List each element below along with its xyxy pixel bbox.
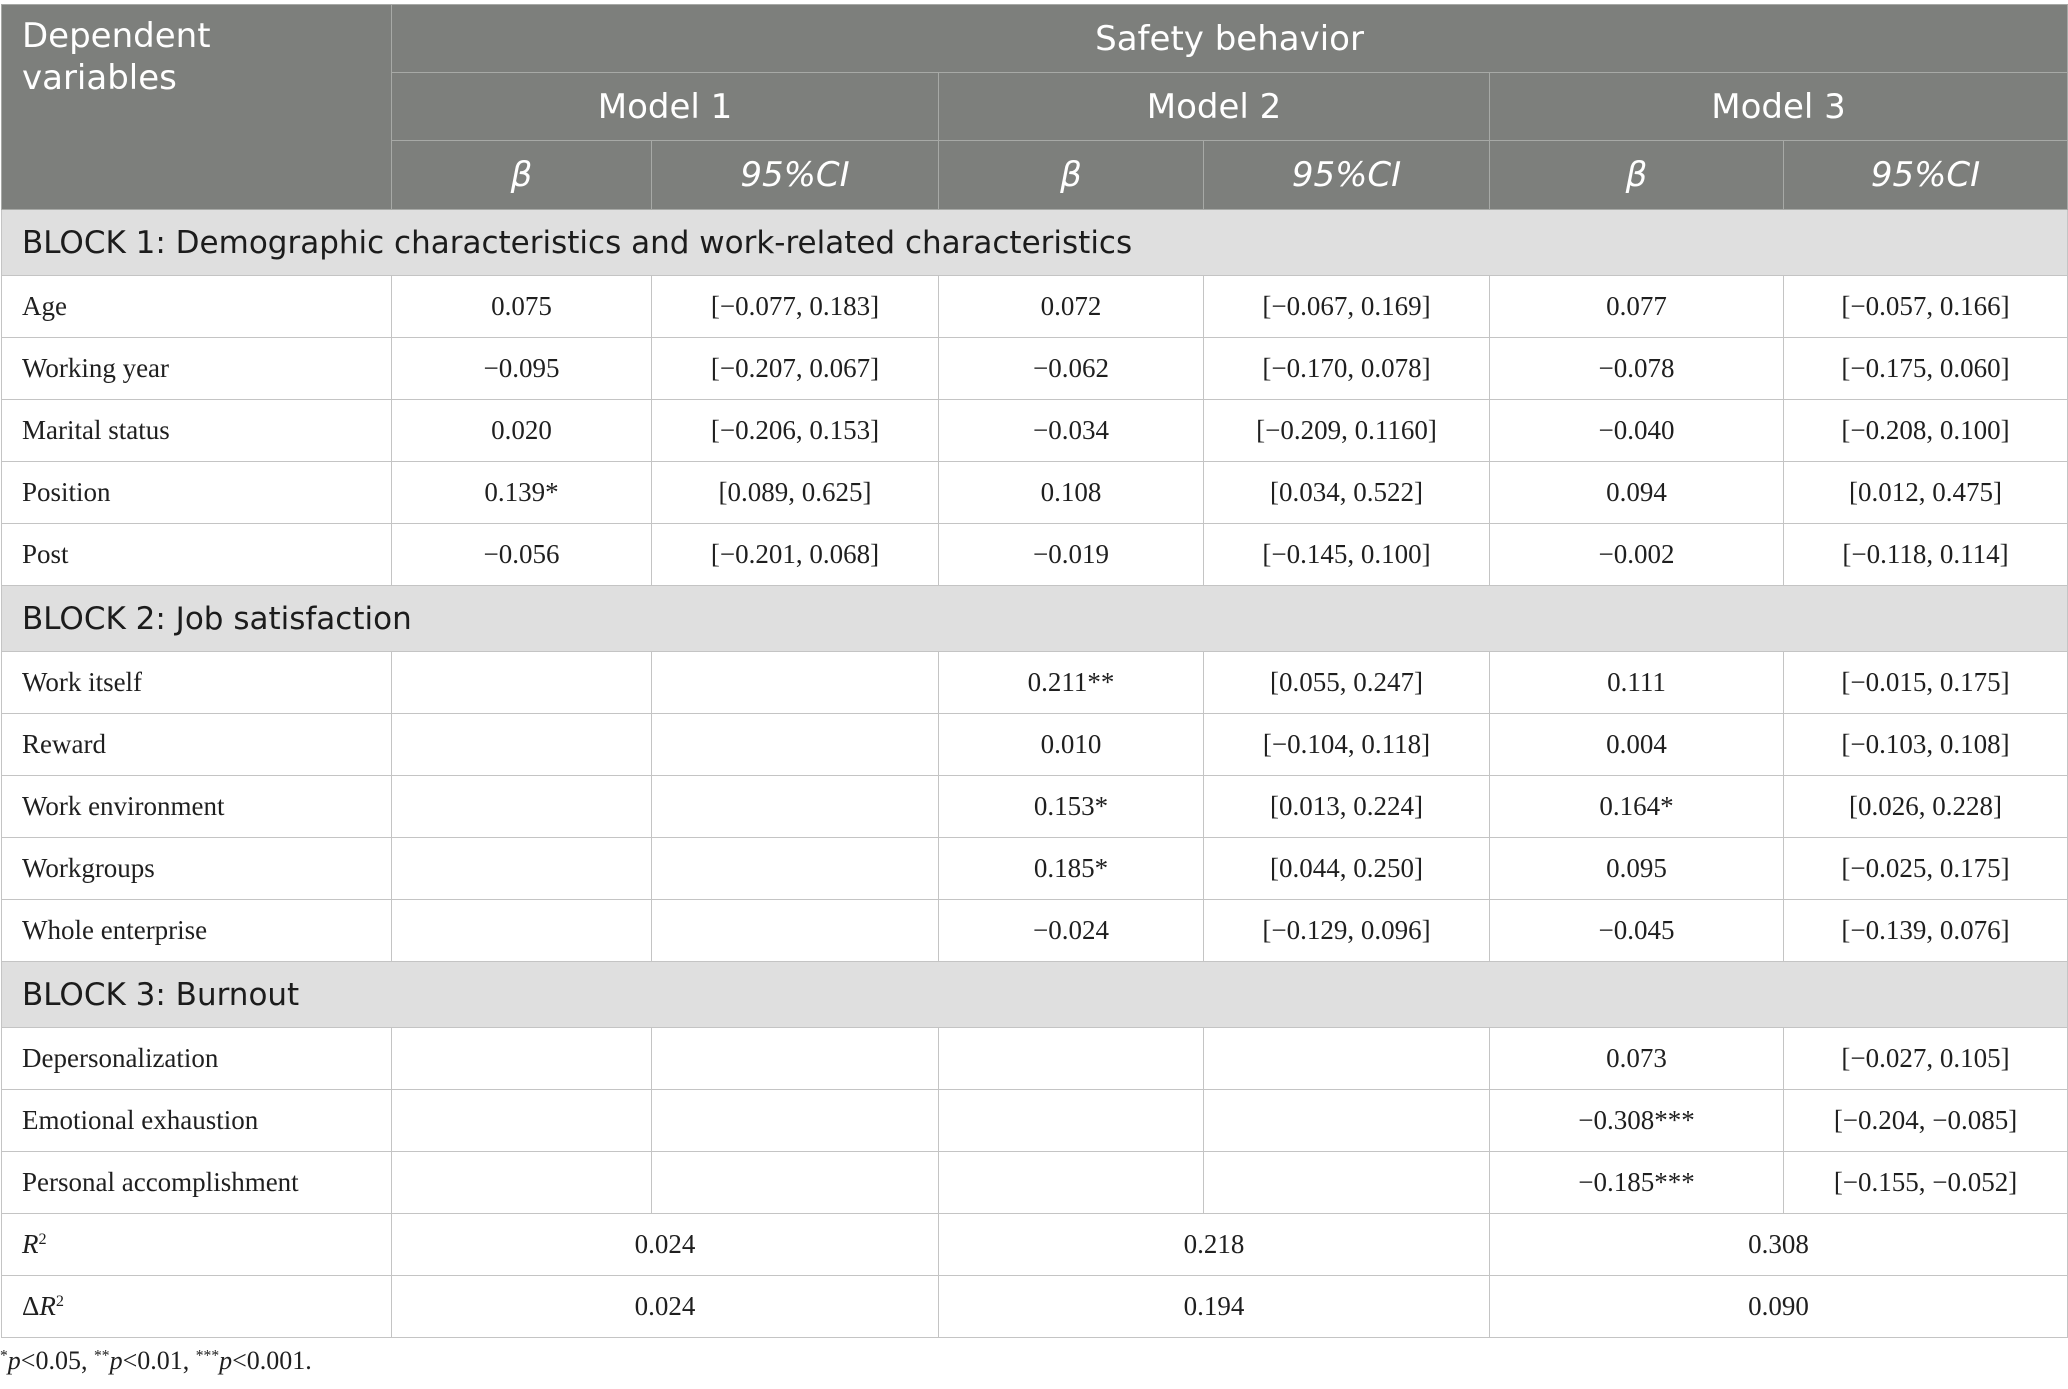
- table-row: [2, 276, 2068, 338]
- beta-cell: −0.019: [939, 524, 1204, 586]
- beta-cell: 0.108: [939, 462, 1204, 524]
- beta-cell: 0.095: [1490, 838, 1784, 900]
- ci-cell: [−0.206, 0.153]: [652, 400, 939, 462]
- ci-cell: [−0.170, 0.078]: [1204, 338, 1490, 400]
- beta-cell: 0.164*: [1490, 776, 1784, 838]
- beta-cell: −0.095: [392, 338, 652, 400]
- regression-table-container: [1, 4, 2067, 1338]
- safety-behavior-header: Safety behavior: [392, 5, 2068, 73]
- table-row: [2, 1152, 2068, 1214]
- row-label: Post: [2, 524, 392, 586]
- r2-value: 0.024: [392, 1214, 939, 1276]
- beta-cell: 0.072: [939, 276, 1204, 338]
- beta-cell: [392, 838, 652, 900]
- r2-value: 0.308: [1490, 1214, 2068, 1276]
- row-label: Work itself: [2, 652, 392, 714]
- ci-cell: [−0.209, 0.1160]: [1204, 400, 1490, 462]
- ci-cell: [−0.139, 0.076]: [1784, 900, 2068, 962]
- beta-cell: 0.094: [1490, 462, 1784, 524]
- dr2-label: $\Delta R^2$: [2, 1276, 392, 1338]
- beta-cell: 0.185*: [939, 838, 1204, 900]
- beta-cell: [392, 1028, 652, 1090]
- ci-cell: [−0.104, 0.118]: [1204, 714, 1490, 776]
- block-2-row: [2, 586, 2068, 652]
- ci-cell: [652, 1090, 939, 1152]
- dr2-value: 0.194: [939, 1276, 1490, 1338]
- table-row: [2, 714, 2068, 776]
- table-body: [2, 210, 2068, 1338]
- table-row: [2, 776, 2068, 838]
- ci-cell: [1204, 1152, 1490, 1214]
- beta-cell: −0.078: [1490, 338, 1784, 400]
- r2-value: 0.218: [939, 1214, 1490, 1276]
- ci-header: 95%CI: [1204, 141, 1490, 210]
- beta-cell: [392, 1090, 652, 1152]
- beta-cell: −0.185***: [1490, 1152, 1784, 1214]
- regression-table: [1, 4, 2068, 1338]
- ci-cell: [−0.207, 0.067]: [652, 338, 939, 400]
- beta-cell: [939, 1028, 1204, 1090]
- model-1-header: Model 1: [392, 73, 939, 141]
- table-row: [2, 1028, 2068, 1090]
- beta-cell: [392, 652, 652, 714]
- row-label: Depersonalization: [2, 1028, 392, 1090]
- beta-cell: [392, 776, 652, 838]
- ci-cell: [−0.077, 0.183]: [652, 276, 939, 338]
- row-label: Position: [2, 462, 392, 524]
- dr2-value: 0.090: [1490, 1276, 2068, 1338]
- row-label: Reward: [2, 714, 392, 776]
- row-label: Age: [2, 276, 392, 338]
- block-title: BLOCK 2: Job satisfaction: [2, 586, 2068, 652]
- table-row: [2, 652, 2068, 714]
- table-header: [2, 5, 2068, 210]
- row-label: Personal accomplishment: [2, 1152, 392, 1214]
- beta-cell: 0.111: [1490, 652, 1784, 714]
- ci-cell: [0.026, 0.228]: [1784, 776, 2068, 838]
- beta-cell: −0.034: [939, 400, 1204, 462]
- ci-cell: [0.089, 0.625]: [652, 462, 939, 524]
- dependent-variables-header: Dependent variables: [2, 5, 392, 210]
- ci-cell: [0.034, 0.522]: [1204, 462, 1490, 524]
- ci-cell: [0.013, 0.224]: [1204, 776, 1490, 838]
- ci-cell: [−0.118, 0.114]: [1784, 524, 2068, 586]
- row-label: Work environment: [2, 776, 392, 838]
- ci-cell: [652, 714, 939, 776]
- block-3-row: [2, 962, 2068, 1028]
- beta-cell: −0.308***: [1490, 1090, 1784, 1152]
- beta-cell: 0.075: [392, 276, 652, 338]
- ci-cell: [0.055, 0.247]: [1204, 652, 1490, 714]
- beta-cell: [392, 900, 652, 962]
- ci-cell: [652, 900, 939, 962]
- row-label: Marital status: [2, 400, 392, 462]
- dr2-row: [2, 1276, 2068, 1338]
- r2-label: $R^2$: [2, 1214, 392, 1276]
- block-title: BLOCK 3: Burnout: [2, 962, 2068, 1028]
- ci-cell: [652, 1028, 939, 1090]
- ci-cell: [−0.025, 0.175]: [1784, 838, 2068, 900]
- ci-cell: [−0.067, 0.169]: [1204, 276, 1490, 338]
- ci-cell: [652, 838, 939, 900]
- row-label: Working year: [2, 338, 392, 400]
- ci-header: 95%CI: [1784, 141, 2068, 210]
- ci-cell: [1204, 1090, 1490, 1152]
- beta-cell: −0.002: [1490, 524, 1784, 586]
- ci-cell: [−0.204, −0.085]: [1784, 1090, 2068, 1152]
- ci-cell: [652, 652, 939, 714]
- model-3-header: Model 3: [1490, 73, 2068, 141]
- table-row: [2, 524, 2068, 586]
- beta-cell: 0.153*: [939, 776, 1204, 838]
- beta-cell: −0.040: [1490, 400, 1784, 462]
- table-row: [2, 900, 2068, 962]
- ci-cell: [652, 1152, 939, 1214]
- beta-cell: [939, 1090, 1204, 1152]
- ci-cell: [−0.103, 0.108]: [1784, 714, 2068, 776]
- ci-cell: [652, 776, 939, 838]
- row-label: Whole enterprise: [2, 900, 392, 962]
- block-1-row: [2, 210, 2068, 276]
- table-row: [2, 338, 2068, 400]
- ci-cell: [−0.155, −0.052]: [1784, 1152, 2068, 1214]
- beta-cell: 0.211**: [939, 652, 1204, 714]
- beta-cell: −0.045: [1490, 900, 1784, 962]
- ci-cell: [−0.145, 0.100]: [1204, 524, 1490, 586]
- table-row: [2, 462, 2068, 524]
- beta-header: β: [392, 141, 652, 210]
- ci-cell: [−0.175, 0.060]: [1784, 338, 2068, 400]
- significance-footnote: *p<0.05, **p<0.01, ***p<0.001.: [0, 1346, 312, 1375]
- dr2-value: 0.024: [392, 1276, 939, 1338]
- ci-cell: [−0.208, 0.100]: [1784, 400, 2068, 462]
- ci-cell: [1204, 1028, 1490, 1090]
- row-label: Emotional exhaustion: [2, 1090, 392, 1152]
- beta-cell: −0.062: [939, 338, 1204, 400]
- table-row: [2, 1090, 2068, 1152]
- beta-cell: 0.004: [1490, 714, 1784, 776]
- beta-cell: −0.024: [939, 900, 1204, 962]
- table-row: [2, 400, 2068, 462]
- ci-header: 95%CI: [652, 141, 939, 210]
- beta-header: β: [1490, 141, 1784, 210]
- ci-cell: [−0.015, 0.175]: [1784, 652, 2068, 714]
- beta-cell: 0.139*: [392, 462, 652, 524]
- beta-cell: 0.073: [1490, 1028, 1784, 1090]
- beta-header: β: [939, 141, 1204, 210]
- block-title: BLOCK 1: Demographic characteristics and work-related characteristics: [2, 210, 2068, 276]
- beta-cell: 0.010: [939, 714, 1204, 776]
- beta-cell: 0.077: [1490, 276, 1784, 338]
- beta-cell: [392, 1152, 652, 1214]
- beta-cell: [939, 1152, 1204, 1214]
- table-row: [2, 838, 2068, 900]
- ci-cell: [−0.027, 0.105]: [1784, 1028, 2068, 1090]
- row-label: Workgroups: [2, 838, 392, 900]
- ci-cell: [−0.129, 0.096]: [1204, 900, 1490, 962]
- ci-cell: [−0.057, 0.166]: [1784, 276, 2068, 338]
- ci-cell: [0.044, 0.250]: [1204, 838, 1490, 900]
- beta-cell: [392, 714, 652, 776]
- ci-cell: [−0.201, 0.068]: [652, 524, 939, 586]
- beta-cell: 0.020: [392, 400, 652, 462]
- ci-cell: [0.012, 0.475]: [1784, 462, 2068, 524]
- model-2-header: Model 2: [939, 73, 1490, 141]
- r2-row: [2, 1214, 2068, 1276]
- beta-cell: −0.056: [392, 524, 652, 586]
